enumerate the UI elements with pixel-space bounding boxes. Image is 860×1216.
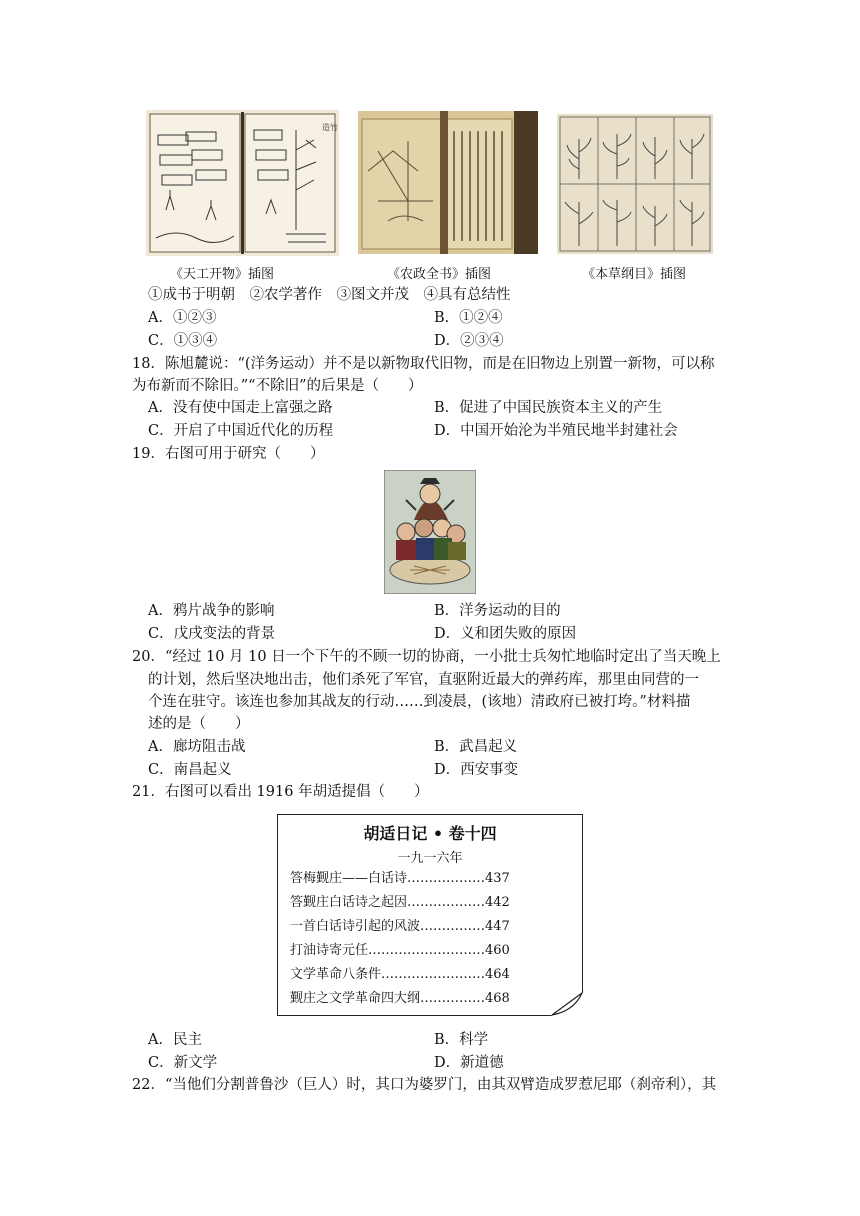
q20-option-b[interactable]: B．武昌起义 (434, 739, 518, 755)
q20-stem-line3: 个连在驻守。该连也参加其战友的行动……到凌晨，(该地）清政府已被打垮。”材料描 (148, 694, 691, 710)
page-curl-icon (550, 991, 584, 1017)
q18-option-b[interactable]: B．促进了中国民族资本主义的产生 (434, 400, 663, 416)
q21-option-d[interactable]: D．新道德 (434, 1055, 504, 1071)
q19-stem: 19．右图可用于研究（ ） (132, 446, 325, 462)
tiangong-kaiwu-illustration (146, 110, 339, 256)
figure-caption-bencao: 《本草纲目》插图 (582, 267, 687, 282)
q20-option-a[interactable]: A．廊坊阻击战 (148, 739, 246, 755)
q17-option-d[interactable]: D．②③④ (434, 333, 504, 349)
svg-text:造竹: 造竹 (322, 123, 338, 132)
q20-stem-line1: 20．“经过 10 月 10 日一个下午的不顾一切的协商，一小批士兵匆忙地临时定出了当天晚上 (132, 649, 721, 665)
q18-stem-line2: 为布新而不除旧。”“不除旧”的后果是（ ） (132, 378, 423, 394)
nongzheng-quanshu-illustration (358, 111, 538, 254)
q18-option-a[interactable]: A．没有使中国走上富强之路 (148, 400, 333, 416)
bencao-gangmu-illustration (557, 114, 713, 254)
figure-caption-tiangong: 《天工开物》插图 (170, 267, 275, 282)
q18-option-c[interactable]: C．开启了中国近代化的历程 (148, 423, 334, 439)
q21-option-c[interactable]: C．新文学 (148, 1055, 218, 1071)
q20-stem-line2: 的计划，然后坚决地出击，他们杀死了军官，直驱附近最大的弹药库，那里由同营的一 (148, 672, 699, 688)
diary-entry: 答觐庄白话诗之起因………………442 (290, 895, 510, 910)
q17-option-c[interactable]: C．①③④ (148, 333, 218, 349)
q19-option-d[interactable]: D．义和团失败的原因 (434, 626, 577, 642)
q21-option-a[interactable]: A．民主 (148, 1032, 202, 1048)
q19-option-a[interactable]: A．鸦片战争的影响 (148, 603, 275, 619)
diary-entry: 答梅觐庄——白话诗………………437 (290, 871, 510, 886)
q17-statements: ①成书于明朝 ②农学著作 ③图文并茂 ④具有总结性 (148, 287, 511, 303)
q21-stem: 21．右图可以看出 1916 年胡适提倡（ ） (132, 784, 429, 800)
diary-title: 胡适日记 • 卷十四 (363, 824, 497, 843)
q19-option-c[interactable]: C．戊戌变法的背景 (148, 626, 276, 642)
q20-option-d[interactable]: D．西安事变 (434, 762, 519, 778)
q18-stem-line1: 18．陈旭麓说：“(洋务运动）并不是以新物取代旧物，而是在旧物边上别置一新物，可以称 (132, 356, 715, 372)
q21-option-b[interactable]: B．科学 (434, 1032, 489, 1048)
q17-option-a[interactable]: A．①②③ (148, 310, 217, 326)
diary-year: 一九一六年 (397, 851, 463, 866)
q22-stem-line1: 22．“当他们分割普鲁沙（巨人）时，其口为婆罗门，由其双臂造成罗惹尼耶（刹帝利），其 (132, 1077, 717, 1093)
diary-entry: 打油诗寄元任………………………460 (290, 943, 510, 958)
diary-entry: 文学革命八条件……………………464 (290, 967, 510, 982)
q20-stem-line4: 述的是（ ） (148, 716, 250, 732)
q20-option-c[interactable]: C．南昌起义 (148, 762, 232, 778)
diary-entry: 觐庄之文学革命四大纲……………468 (290, 991, 510, 1006)
q17-option-b[interactable]: B．①②④ (434, 310, 503, 326)
figure-caption-nongzheng: 《农政全书》插图 (387, 267, 492, 282)
diary-entry: 一首白话诗引起的风波……………447 (290, 919, 510, 934)
q18-option-d[interactable]: D．中国开始沦为半殖民地半封建社会 (434, 423, 678, 439)
hu-shi-diary-contents (277, 814, 583, 1016)
q19-option-b[interactable]: B．洋务运动的目的 (434, 603, 561, 619)
political-cartoon-image (384, 470, 476, 594)
